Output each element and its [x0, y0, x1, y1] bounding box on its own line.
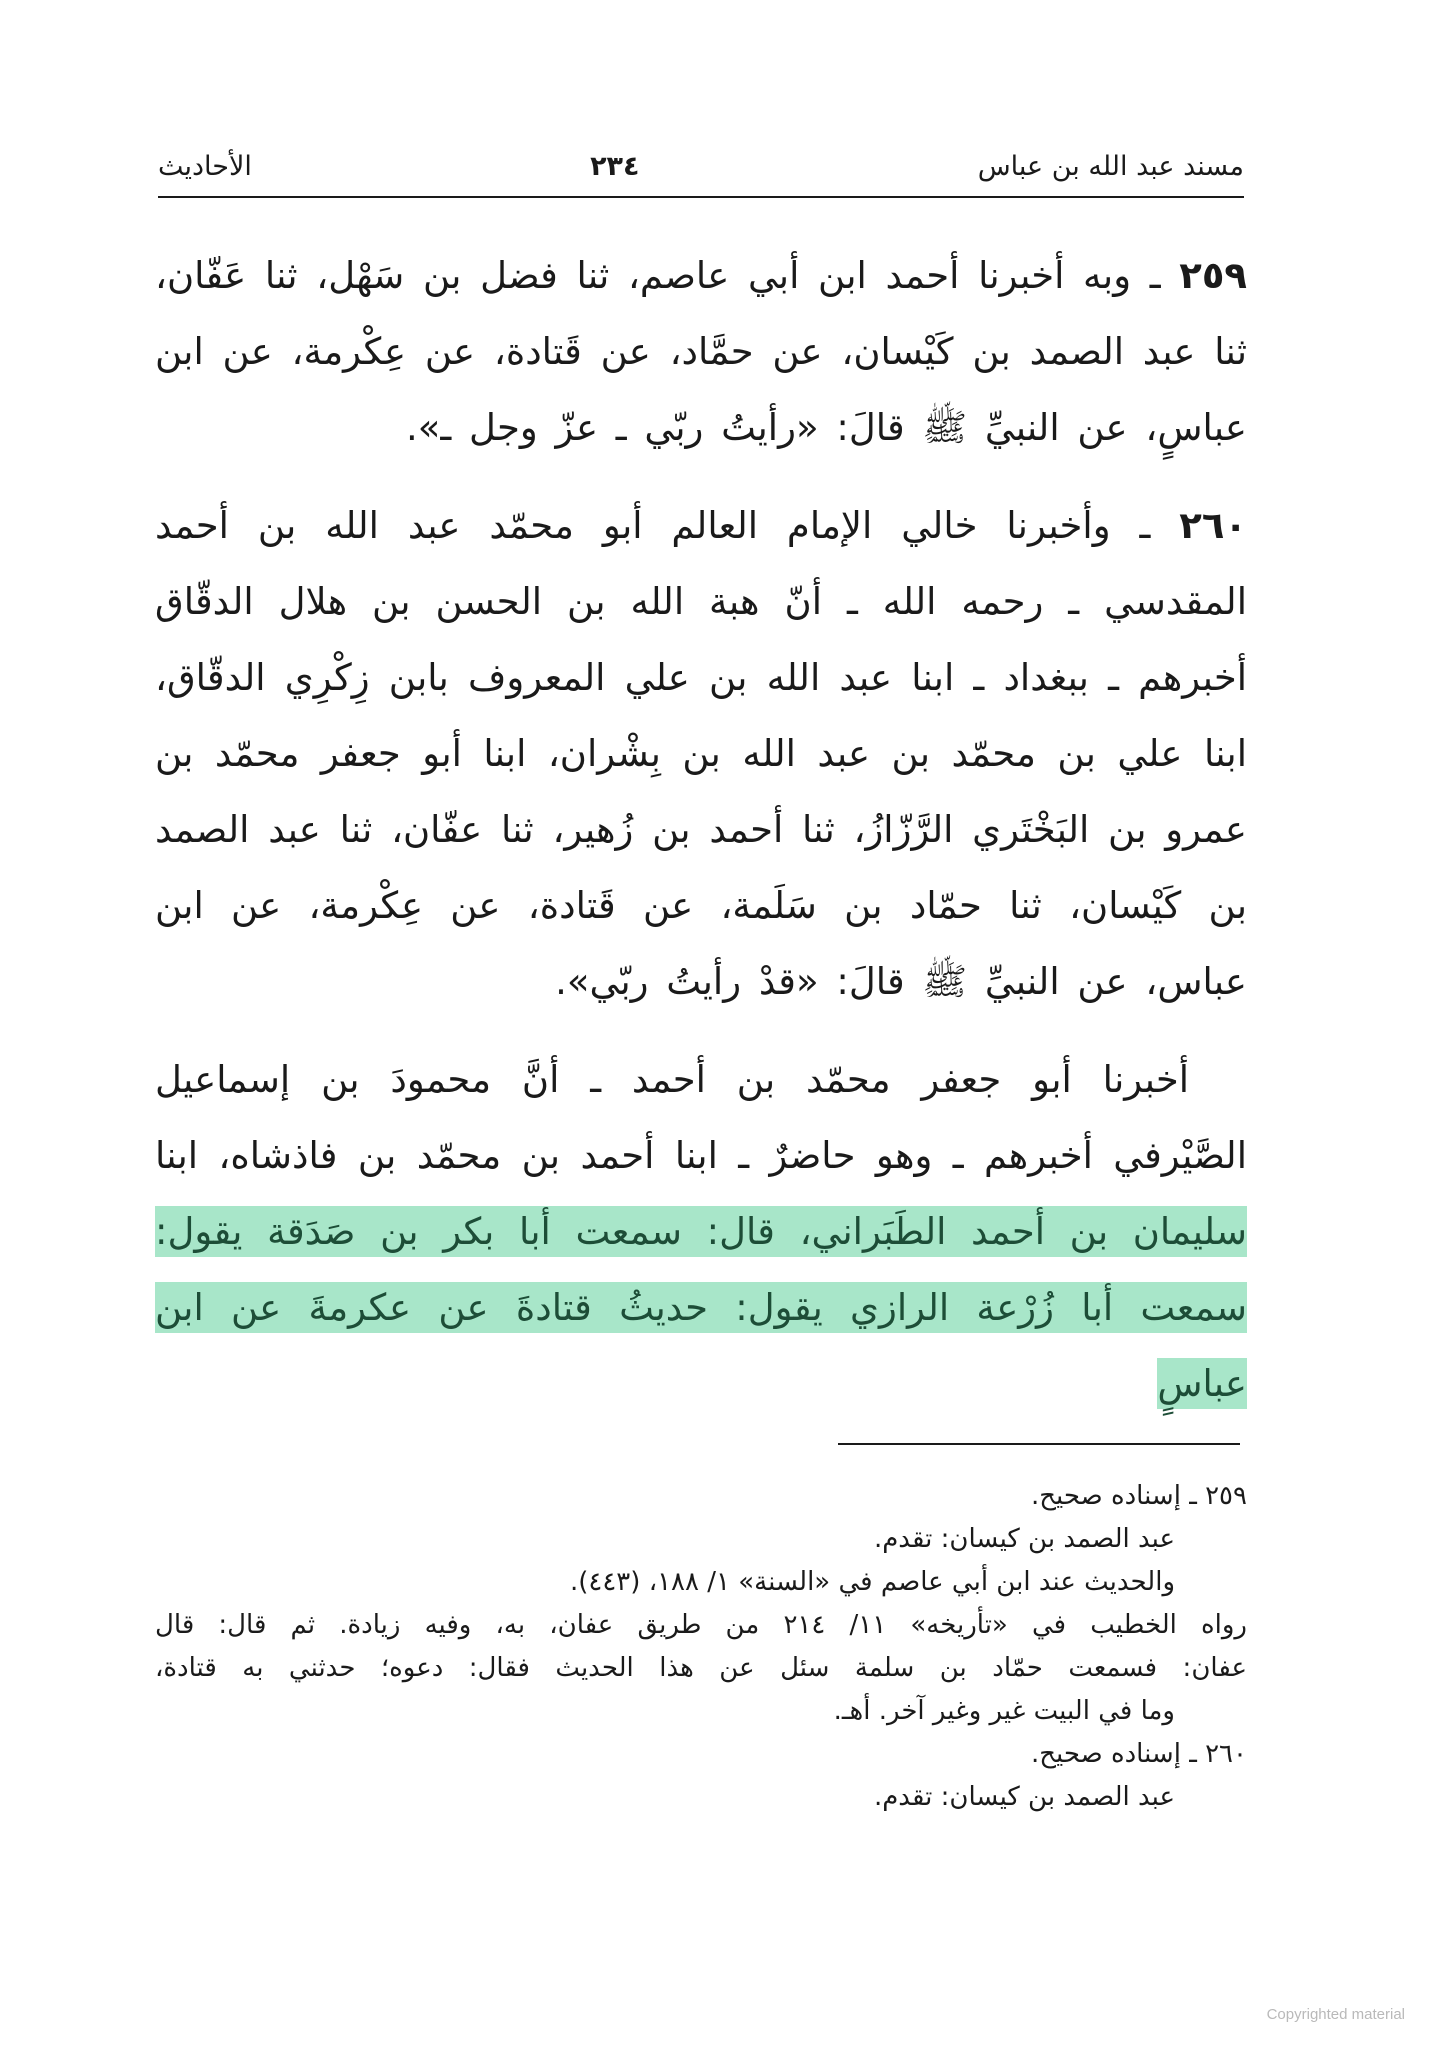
header-rule: [158, 196, 1244, 198]
closing-paragraph-text: أخبرنا أبو جعفر محمّد بن أحمد ـ أنَّ محمودَ بن إسماعيل الصَّيْرفي أخبرهم ـ وهو حاضرٌ ـ ابنا أحمد بن محمّد بن فاذشاه، ابنا: [155, 1058, 1247, 1177]
hadith-matn: «قدْ رأيتُ ربّي».: [555, 960, 819, 1003]
hadith-259: [155, 238, 1247, 466]
footnote-259-line: عفان: فسمعت حمّاد بن سلمة سئل عن هذا الحديث فقال: دعوه؛ حدثني به قتادة،: [155, 1653, 1247, 1683]
footnote-260-line: ٢٦٠ ـ إسناده صحيح.: [1030, 1739, 1247, 1769]
highlighted-passage[interactable]: سليمان بن أحمد الطَبَراني، قال: سمعت أبا بكر بن صَدَقة يقول: سمعت أبا زُرْعة الرازي يقول: حديثُ قتادةَ عن عكرمةَ عن ابن عباسٍ: [155, 1206, 1247, 1409]
footnote-number: ٢٥٩: [1205, 1481, 1247, 1511]
footnote-259-line: وما في البيت غير وغير آخر. أهـ.: [833, 1696, 1175, 1726]
copyright-watermark: Copyrighted material: [1266, 2006, 1405, 2023]
running-head-section-title: الأحاديث: [158, 150, 252, 182]
running-head: [158, 142, 1244, 190]
main-text: [155, 238, 1247, 1444]
footnotes: [155, 1475, 1247, 1819]
footnote-259-line: عبد الصمد بن كيسان: تقدم.: [873, 1524, 1175, 1554]
hadith-number: ٢٥٩: [1179, 254, 1247, 297]
hadith-260: [155, 488, 1247, 1020]
footnote-260-line: عبد الصمد بن كيسان: تقدم.: [873, 1782, 1175, 1812]
footnote-259-line: والحديث عند ابن أبي عاصم في «السنة» ١/ ١٨٨، (٤٤٣).: [569, 1567, 1175, 1597]
hadith-isnad: ـ وأخبرنا خالي الإمام العالم أبو محمّد عبد الله بن أحمد المقدسي ـ رحمه الله ـ أنّ هبة الله بن الحسن بن هلال الدقّاق أخبرهم ـ ببغداد ـ ابنا عبد الله بن علي المعروف بابن زِكْرِي الدقّاق، ابنا علي بن محمّد بن عبد الله بن بِشْران، ابنا أبو جعفر محمّد بن عمرو بن البَخْتَري الرَّزّازُ، ثنا أحمد بن زُهير، ثنا عفّان، ثنا عبد الصمد بن كَيْسان، ثنا حمّاد بن سَلَمة، عن قَتادة، عن عِكْرمة، عن ابن عباس، عن النبيِّ ﷺ قالَ:: [155, 504, 1247, 1003]
hadith-number: ٢٦٠: [1179, 504, 1247, 547]
footnote-259-line: ٢٥٩ ـ إسناده صحيح.: [1030, 1481, 1247, 1511]
running-head-book-title: مسند عبد الله بن عباس: [977, 150, 1244, 182]
closing-paragraph: [155, 1042, 1247, 1422]
page-number: ٢٣٤: [590, 150, 640, 182]
footnote-number: ٢٦٠: [1205, 1739, 1247, 1769]
hadith-isnad: ـ وبه أخبرنا أحمد ابن أبي عاصم، ثنا فضل بن سَهْل، ثنا عَفّان، ثنا عبد الصمد بن كَيْسان، عن حمَّاد، عن قَتادة، عن عِكْرمة، عن ابن عباسٍ، عن النبيِّ ﷺ قالَ:: [155, 254, 1247, 449]
hadith-matn: «رأيتُ ربّي ـ عزّ وجل ـ».: [406, 406, 819, 449]
footnote-rule: [838, 1443, 1240, 1445]
footnote-259-line: رواه الخطيب في «تأريخه» ١١/ ٢١٤ من طريق عفان، به، وفيه زيادة. ثم قال: قال: [155, 1610, 1247, 1640]
